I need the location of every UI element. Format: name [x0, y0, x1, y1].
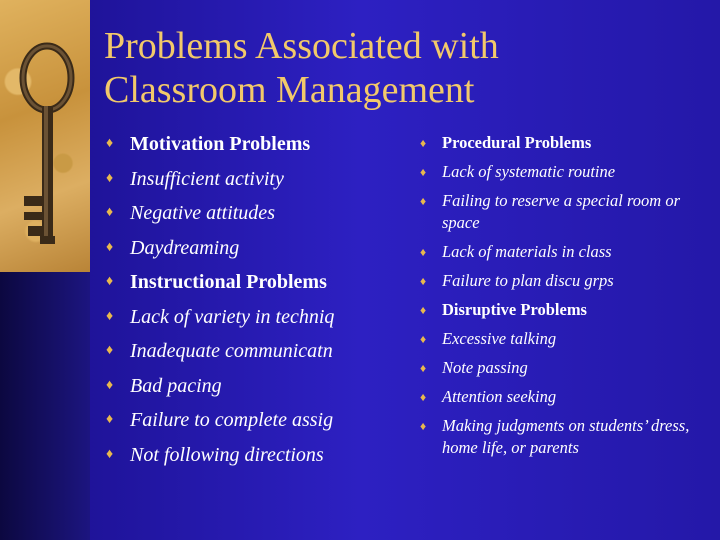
list-item — [106, 305, 406, 329]
diamond-bullet-icon: ♦ — [420, 194, 427, 208]
diamond-bullet-icon: ♦ — [106, 377, 114, 393]
key-image-panel — [0, 0, 90, 272]
list-item-text: Inadequate communicatn — [130, 340, 333, 362]
list-item-text: Note passing — [442, 358, 528, 377]
list-item-text: Bad pacing — [130, 374, 222, 397]
list-item-text: Daydreaming — [130, 236, 240, 259]
left-bullet-list — [106, 132, 406, 477]
list-item-text: Negative attitudes — [130, 202, 275, 224]
diamond-bullet-icon: ♦ — [420, 303, 427, 317]
list-item-text: Excessive talking — [442, 329, 557, 348]
section-heading: Instructional Problems — [130, 271, 327, 293]
list-item-text: Lack of systematic routine — [442, 162, 616, 181]
list-item — [106, 408, 406, 432]
section-heading: Disruptive Problems — [442, 300, 587, 319]
title-line-1: Problems Associated with — [104, 25, 499, 67]
diamond-bullet-icon: ♦ — [106, 170, 114, 186]
diamond-bullet-icon: ♦ — [106, 274, 114, 289]
list-item-text: Failing to reserve a special room or space — [442, 191, 680, 232]
list-item — [106, 270, 406, 294]
antique-key-icon — [0, 0, 90, 272]
list-item — [420, 357, 705, 379]
diamond-bullet-icon: ♦ — [420, 390, 427, 404]
diamond-bullet-icon: ♦ — [106, 239, 114, 255]
list-item — [420, 386, 705, 408]
diamond-bullet-icon: ♦ — [106, 446, 114, 462]
diamond-bullet-icon: ♦ — [106, 308, 114, 324]
list-item-text: Lack of variety in techniq — [130, 305, 335, 328]
list-item-text: Failure to complete assig — [130, 409, 334, 431]
list-item — [420, 190, 705, 234]
list-item-text: Lack of materials in class — [442, 242, 612, 261]
diamond-bullet-icon: ♦ — [420, 419, 427, 433]
diamond-bullet-icon: ♦ — [106, 412, 114, 427]
diamond-bullet-icon: ♦ — [420, 332, 427, 346]
right-bullet-list — [420, 132, 705, 466]
list-item — [420, 328, 705, 350]
list-item — [106, 443, 406, 467]
list-item — [420, 299, 705, 321]
list-item — [106, 167, 406, 191]
list-item — [106, 339, 406, 363]
list-item — [420, 241, 705, 263]
list-item — [106, 374, 406, 398]
section-heading: Motivation Problems — [130, 133, 311, 155]
diamond-bullet-icon: ♦ — [420, 245, 427, 259]
list-item-text: Failure to plan discu grps — [442, 271, 614, 290]
list-item-text: Not following directions — [130, 443, 324, 466]
list-item — [420, 161, 705, 183]
diamond-bullet-icon: ♦ — [106, 205, 114, 220]
slide-title — [104, 24, 704, 112]
list-item-text: Attention seeking — [442, 387, 557, 406]
diamond-bullet-icon: ♦ — [420, 165, 427, 179]
diamond-bullet-icon: ♦ — [420, 361, 427, 375]
list-item-text: Insufficient activity — [130, 167, 284, 190]
diamond-bullet-icon: ♦ — [420, 274, 427, 288]
section-heading: Procedural Problems — [442, 133, 592, 152]
list-item — [106, 236, 406, 260]
title-line-2: Classroom Management — [104, 69, 475, 111]
diamond-bullet-icon: ♦ — [106, 343, 114, 358]
list-item-text: Making judgments on students’ dress, home life, or parents — [442, 416, 690, 457]
list-item — [420, 415, 705, 459]
diamond-bullet-icon: ♦ — [106, 136, 114, 151]
list-item — [106, 132, 406, 156]
list-item — [420, 132, 705, 154]
diamond-bullet-icon: ♦ — [420, 136, 427, 150]
list-item — [420, 270, 705, 292]
list-item — [106, 201, 406, 225]
